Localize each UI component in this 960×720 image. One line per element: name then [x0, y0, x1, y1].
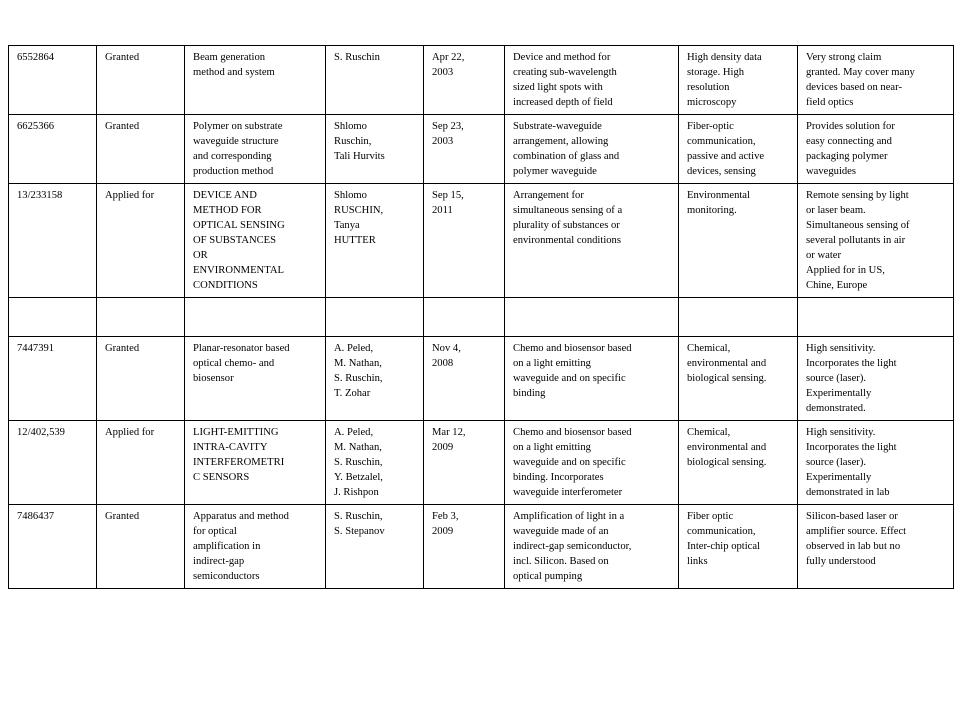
inventors-line: S. Ruschin,	[334, 511, 383, 522]
patent-table-body	[9, 46, 954, 589]
description-line: on a light emitting	[513, 358, 591, 369]
inventors-line: S. Stepanov	[334, 526, 385, 537]
status-text: Granted	[105, 343, 140, 354]
inventors-cell	[326, 115, 424, 184]
inventors-line: S. Ruschin,	[334, 373, 383, 384]
patent-number-text: 6625366	[17, 121, 55, 132]
title-cell	[185, 298, 326, 337]
table-row	[9, 46, 954, 115]
title-cell	[185, 505, 326, 589]
description-line: sized light spots with	[513, 82, 603, 93]
patent-number-cell	[9, 184, 97, 298]
title-line: C SENSORS	[193, 472, 250, 483]
inventors-line: Y. Betzalel,	[334, 472, 383, 483]
table-row	[9, 298, 954, 337]
title-line: OPTICAL SENSING	[193, 220, 285, 231]
status-cell	[97, 184, 185, 298]
description-line: Substrate-waveguide	[513, 121, 602, 132]
title-line: DEVICE AND	[193, 190, 257, 201]
description-line: Device and method for	[513, 52, 611, 63]
description-line: combination of glass and	[513, 151, 620, 162]
description-line: simultaneous sensing of a	[513, 205, 623, 216]
description-line: optical pumping	[513, 571, 583, 582]
applications-line: Chemical,	[687, 427, 731, 438]
patent-number-text: 12/402,539	[17, 427, 65, 438]
inventors-line: J. Rishpon	[334, 487, 379, 498]
title-line: indirect-gap	[193, 556, 245, 567]
comments-line: Simultaneous sensing of	[806, 220, 910, 231]
comments-line: or laser beam.	[806, 205, 866, 216]
date-cell	[424, 421, 505, 505]
comments-line: High sensitivity.	[806, 427, 876, 438]
comments-line: or water	[806, 250, 841, 261]
applications-line: environmental and	[687, 442, 767, 453]
comments-line: Incorporates the light	[806, 358, 897, 369]
comments-cell	[798, 505, 954, 589]
description-line: waveguide interferometer	[513, 487, 623, 498]
patent-number-text: 13/233158	[17, 190, 63, 201]
applications-line: storage. High	[687, 67, 745, 78]
applications-line: communication,	[687, 136, 756, 147]
inventors-line: S. Ruschin,	[334, 457, 383, 468]
comments-line: amplifier source. Effect	[806, 526, 907, 537]
title-line: INTERFEROMETRI	[193, 457, 285, 468]
comments-cell	[798, 46, 954, 115]
date-line: 2011	[432, 205, 453, 216]
comments-line: Provides solution for	[806, 121, 895, 132]
applications-cell	[679, 421, 798, 505]
status-text: Granted	[105, 121, 140, 132]
description-line: creating sub-wavelength	[513, 67, 617, 78]
description-cell	[505, 184, 679, 298]
comments-cell	[798, 184, 954, 298]
description-line: arrangement, allowing	[513, 136, 609, 147]
title-line: INTRA-CAVITY	[193, 442, 268, 453]
inventors-cell	[326, 505, 424, 589]
date-line: 2008	[432, 358, 454, 369]
inventors-line: Ruschin,	[334, 136, 372, 147]
title-line: for optical	[193, 526, 237, 537]
patent-number-text: 6552864	[17, 52, 55, 63]
applications-line: monitoring.	[687, 205, 737, 216]
date-cell	[424, 46, 505, 115]
comments-line: Experimentally	[806, 472, 872, 483]
description-line: Arrangement for	[513, 190, 584, 201]
comments-line: Experimentally	[806, 388, 872, 399]
comments-line: High sensitivity.	[806, 343, 876, 354]
comments-line: fully understood	[806, 556, 876, 567]
inventors-line: S. Ruschin	[334, 52, 380, 63]
description-line: incl. Silicon. Based on	[513, 556, 609, 567]
title-line: OR	[193, 250, 208, 261]
inventors-cell	[326, 421, 424, 505]
applications-cell	[679, 115, 798, 184]
date-line: Nov 4,	[432, 343, 461, 354]
date-line: Feb 3,	[432, 511, 459, 522]
patent-table	[8, 45, 954, 589]
title-line: CONDITIONS	[193, 280, 258, 291]
comments-line: demonstrated in lab	[806, 487, 890, 498]
description-line: binding	[513, 388, 546, 399]
title-line: production method	[193, 166, 274, 177]
patent-number-cell	[9, 115, 97, 184]
status-text: Granted	[105, 52, 140, 63]
status-cell	[97, 115, 185, 184]
patent-number-text: 7486437	[17, 511, 55, 522]
description-cell	[505, 46, 679, 115]
comments-cell	[798, 298, 954, 337]
description-line: waveguide and on specific	[513, 373, 626, 384]
title-line: biosensor	[193, 373, 234, 384]
inventors-line: T. Zohar	[334, 388, 371, 399]
title-line: ENVIRONMENTAL	[193, 265, 284, 276]
comments-line: Remote sensing by light	[806, 190, 909, 201]
comments-line: Silicon-based laser or	[806, 511, 898, 522]
inventors-line: HUTTER	[334, 235, 376, 246]
status-text: Applied for	[105, 427, 155, 438]
applications-line: links	[687, 556, 708, 567]
status-cell	[97, 337, 185, 421]
comments-line: observed in lab but no	[806, 541, 901, 552]
applications-line: resolution	[687, 82, 730, 93]
description-line: on a light emitting	[513, 442, 591, 453]
comments-line: packaging polymer	[806, 151, 888, 162]
patent-number-cell	[9, 337, 97, 421]
description-line: Chemo and biosensor based	[513, 427, 632, 438]
comments-line: waveguides	[806, 166, 857, 177]
applications-line: Inter-chip optical	[687, 541, 761, 552]
date-line: Mar 12,	[432, 427, 466, 438]
table-row	[9, 421, 954, 505]
inventors-line: Shlomo	[334, 121, 367, 132]
patent-number-cell	[9, 46, 97, 115]
title-line: Apparatus and method	[193, 511, 289, 522]
comments-cell	[798, 115, 954, 184]
applications-cell	[679, 298, 798, 337]
description-cell	[505, 337, 679, 421]
comments-line: granted. May cover many	[806, 67, 915, 78]
inventors-cell	[326, 298, 424, 337]
comments-line: source (laser).	[806, 457, 866, 468]
applications-line: environmental and	[687, 358, 767, 369]
applications-line: Fiber-optic	[687, 121, 734, 132]
applications-line: Chemical,	[687, 343, 731, 354]
comments-cell	[798, 421, 954, 505]
inventors-line: Tali Hurvits	[334, 151, 385, 162]
description-line: increased depth of field	[513, 97, 613, 108]
status-cell	[97, 298, 185, 337]
inventors-cell	[326, 184, 424, 298]
title-line: Beam generation	[193, 52, 266, 63]
comments-line: several pollutants in air	[806, 235, 906, 246]
title-line: optical chemo- and	[193, 358, 275, 369]
comments-line: devices based on near-	[806, 82, 902, 93]
description-line: plurality of substances or	[513, 220, 620, 231]
description-cell	[505, 421, 679, 505]
applications-line: microscopy	[687, 97, 737, 108]
comments-line: Incorporates the light	[806, 442, 897, 453]
description-line: Amplification of light in a	[513, 511, 625, 522]
status-text: Applied for	[105, 190, 155, 201]
applications-cell	[679, 46, 798, 115]
comments-line: demonstrated.	[806, 403, 866, 414]
date-line: Sep 15,	[432, 190, 464, 201]
inventors-line: Shlomo	[334, 190, 367, 201]
applications-line: High density data	[687, 52, 762, 63]
description-line: environmental conditions	[513, 235, 621, 246]
applications-cell	[679, 337, 798, 421]
applications-line: biological sensing.	[687, 373, 767, 384]
table-row	[9, 115, 954, 184]
title-cell	[185, 115, 326, 184]
description-cell	[505, 298, 679, 337]
status-cell	[97, 46, 185, 115]
patent-number-cell	[9, 421, 97, 505]
date-line: Apr 22,	[432, 52, 465, 63]
description-line: indirect-gap semiconductor,	[513, 541, 632, 552]
title-line: METHOD FOR	[193, 205, 262, 216]
description-line: waveguide and on specific	[513, 457, 626, 468]
description-cell	[505, 115, 679, 184]
table-row	[9, 184, 954, 298]
comments-line: field optics	[806, 97, 854, 108]
title-line: Polymer on substrate	[193, 121, 283, 132]
title-cell	[185, 46, 326, 115]
comments-line: Chine, Europe	[806, 280, 868, 291]
status-cell	[97, 421, 185, 505]
inventors-line: Tanya	[334, 220, 360, 231]
date-cell	[424, 115, 505, 184]
date-cell	[424, 337, 505, 421]
date-line: 2003	[432, 67, 454, 78]
title-line: OF SUBSTANCES	[193, 235, 277, 246]
inventors-line: M. Nathan,	[334, 358, 382, 369]
applications-line: Environmental	[687, 190, 750, 201]
applications-line: biological sensing.	[687, 457, 767, 468]
date-line: Sep 23,	[432, 121, 464, 132]
title-cell	[185, 337, 326, 421]
title-cell	[185, 421, 326, 505]
table-row	[9, 505, 954, 589]
title-cell	[185, 184, 326, 298]
inventors-line: M. Nathan,	[334, 442, 382, 453]
description-line: Chemo and biosensor based	[513, 343, 632, 354]
status-text: Granted	[105, 511, 140, 522]
applications-line: passive and active	[687, 151, 765, 162]
date-cell	[424, 298, 505, 337]
table-row	[9, 337, 954, 421]
description-cell	[505, 505, 679, 589]
applications-cell	[679, 184, 798, 298]
title-line: LIGHT-EMITTING	[193, 427, 279, 438]
title-line: semiconductors	[193, 571, 260, 582]
title-line: and corresponding	[193, 151, 272, 162]
title-line: Planar-resonator based	[193, 343, 290, 354]
date-line: 2003	[432, 136, 454, 147]
applications-cell	[679, 505, 798, 589]
date-line: 2009	[432, 442, 454, 453]
applications-line: communication,	[687, 526, 756, 537]
title-line: amplification in	[193, 541, 261, 552]
patent-number-cell	[9, 298, 97, 337]
comments-line: Applied for in US,	[806, 265, 885, 276]
title-line: waveguide structure	[193, 136, 279, 147]
description-line: polymer waveguide	[513, 166, 597, 177]
comments-line: Very strong claim	[806, 52, 882, 63]
description-line: binding. Incorporates	[513, 472, 604, 483]
comments-cell	[798, 337, 954, 421]
status-cell	[97, 505, 185, 589]
patent-number-text: 7447391	[17, 343, 55, 354]
title-line: method and system	[193, 67, 275, 78]
inventors-line: A. Peled,	[334, 427, 374, 438]
inventors-line: A. Peled,	[334, 343, 374, 354]
description-line: waveguide made of an	[513, 526, 609, 537]
comments-line: source (laser).	[806, 373, 866, 384]
inventors-cell	[326, 46, 424, 115]
date-cell	[424, 505, 505, 589]
date-line: 2009	[432, 526, 454, 537]
applications-line: Fiber optic	[687, 511, 734, 522]
applications-line: devices, sensing	[687, 166, 756, 177]
patent-number-cell	[9, 505, 97, 589]
comments-line: easy connecting and	[806, 136, 892, 147]
date-cell	[424, 184, 505, 298]
inventors-cell	[326, 337, 424, 421]
inventors-line: RUSCHIN,	[334, 205, 384, 216]
